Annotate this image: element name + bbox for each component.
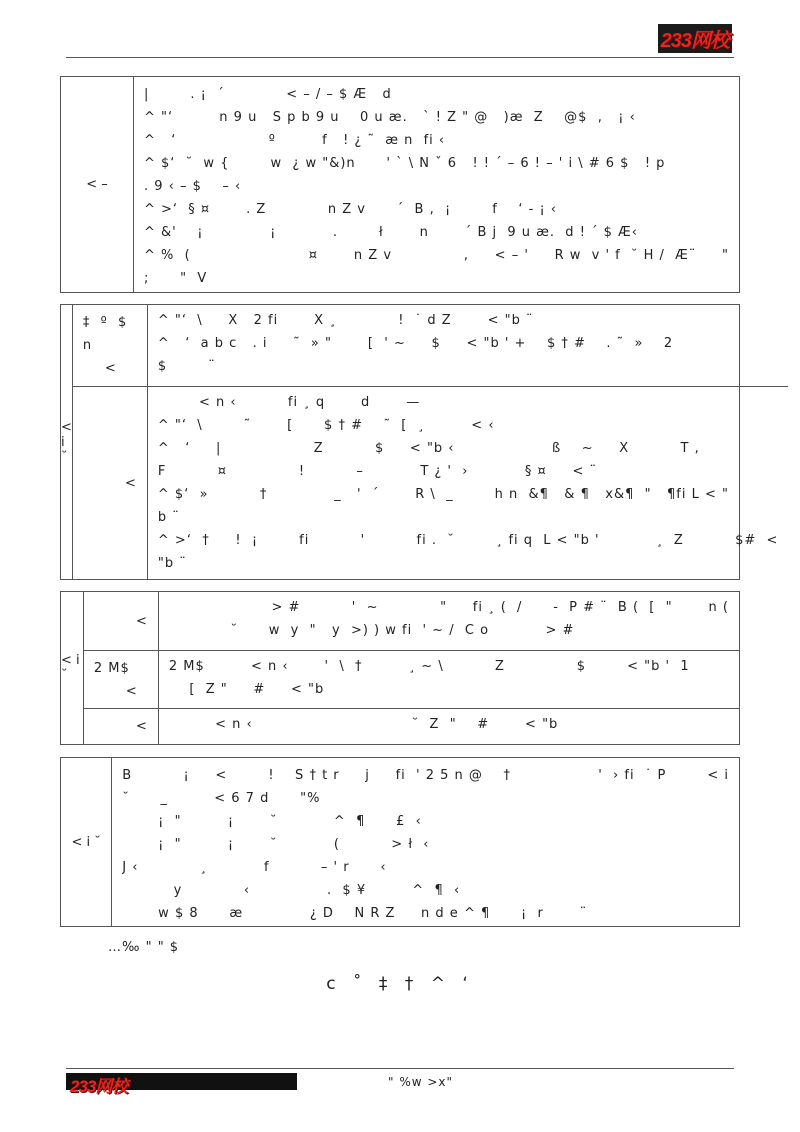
text-line: ^ "‘ \ ˜ [ $ † # ˜ [ ¸ < ‹: [157, 418, 495, 433]
text-line: J ‹ ¸ f – ' r ‹: [122, 860, 387, 875]
row-content: [148, 387, 788, 579]
sub-label-line: 2 M$: [93, 661, 130, 676]
text-line: ; " V: [143, 271, 208, 286]
row-label: < –: [61, 77, 134, 292]
text-line: | . ¡ ´ < – / – $ Æ d: [143, 87, 392, 102]
text-line: ¡ " ¡ ˘ ^ ¶ £ ‹: [122, 814, 422, 829]
text-line: ˘ _ < 6 7 d "%: [122, 791, 321, 806]
text-line: ^ >‘ § ¤ . Z n Z v ´ B , ¡ f ‘ - ¡ ‹: [143, 202, 557, 217]
header-rule: [66, 57, 734, 58]
text-line: < n ‹ fi ¸ q d —: [157, 395, 421, 410]
row-content: [112, 758, 739, 926]
sub-label-line: ‡ º $: [82, 315, 128, 330]
section-table-1: [60, 76, 740, 293]
sub-label-line: <: [135, 719, 148, 734]
sub-label: [84, 709, 159, 744]
text-line: w $ 8 æ ¿ D N R Z n d e ^ ¶ ¡ r ¨: [122, 906, 588, 921]
row-label: < i ˘: [61, 305, 73, 579]
footer-logo: 233网校: [70, 1077, 128, 1096]
sub-label-line: <: [125, 475, 137, 491]
text-line: [ Z " # < "b: [168, 682, 325, 697]
text-line: ^ ‘ a b c . i ˜ » " [ ' ~ $ < "b ' + $ † # . ˜ » 2: [157, 336, 674, 351]
sub-label: [73, 387, 148, 579]
sub-label: [84, 592, 159, 650]
text-line: ˘ w y " y >) ) w fi ' ~ / C o > #: [168, 623, 575, 638]
text-line: ^ >‘ † ! ¡ fi ' fi . ˘ ¸ fi q L < "b ' ¸ Z $# <: [157, 533, 779, 548]
row-content: [159, 651, 739, 708]
text-line: ^ ‘ º f ! ¿ ˜ æ n fi ‹: [143, 133, 446, 148]
row-content: [159, 592, 739, 650]
text-line: . 9 ‹ – $ – ‹: [143, 179, 242, 194]
text-line: ^ $‘ » † _ ' ´ R \ _ h n &¶ & ¶ x&¶ " ¶fi L < ": [157, 487, 729, 502]
row-label: < i ˘: [61, 758, 112, 926]
text-line: ^ % ( ¤ n Z v , < – ' R w v ' f ˘ H / Æ¨ ": [143, 248, 729, 263]
footer-rule: [66, 1068, 734, 1069]
page-number: " %w >x": [388, 1075, 454, 1089]
text-line: ^ "‘ n 9 u S p b 9 u 0 u æ. ` ! Z " @ )æ Z @$ , ¡ ‹: [143, 110, 636, 125]
text-line: b ¨: [157, 510, 180, 525]
text-line: ^ "‘ \ X 2 fi X ¸ ! ˙ d Z < "b ¨: [157, 313, 534, 328]
row-label: < i ˘: [61, 592, 84, 744]
sub-label: [84, 651, 159, 708]
text-line: $ ¨: [157, 359, 216, 374]
section-table-3: [60, 591, 740, 745]
row-content: [159, 709, 739, 744]
text-line: ^ &' ¡ ¡ . ł n ´ B j 9 u æ. d ! ´ $ Æ‹: [143, 225, 638, 240]
section-table-2: [60, 304, 779, 580]
row-content: [148, 305, 788, 386]
sub-label-line: <: [125, 683, 138, 699]
sub-label: [73, 305, 148, 386]
center-caption: c ˚ ‡ † ^ ‘: [326, 974, 474, 994]
footnote: …‰ " " $: [108, 940, 180, 955]
text-line: "b ¨: [157, 556, 187, 571]
sub-label-line: n: [82, 338, 93, 353]
sub-label-line: <: [104, 361, 117, 376]
row-content: [134, 77, 739, 292]
text-line: > # ' ~ " fi ¸ ( / - P # ¨ B ( [ " n (: [168, 600, 729, 615]
text-line: F ¤ ! – T ¿ ' › § ¤ < ¨: [157, 464, 598, 479]
section-table-4: [60, 757, 740, 927]
text-line: y ‹ . $ ¥ ^ ¶ ‹: [122, 883, 461, 898]
text-line: 2 M$ < n ‹ ' \ † ¸ ~ \ Z $ < "b ' 1: [168, 659, 690, 674]
text-line: < n ‹ ˘ Z " # < "b: [168, 717, 559, 732]
text-line: B ¡ < ! S † t r j fi ' 2 5 n @ † ' › fi ˙ P < i: [122, 768, 729, 783]
sub-label-line: <: [135, 613, 148, 629]
site-logo: 233网校: [658, 24, 732, 53]
text-line: ¡ " ¡ ˘ ( > ł ‹: [122, 837, 430, 852]
text-line: ^ ‘ | Z $ < "b ‹ ß ~ X T ,: [157, 441, 700, 456]
text-line: ^ $‘ ˘ w { w ¿ w "&)n ' ` \ N ˇ 6 ! ! ´ – 6 ! – ' i \ # 6 $ ! p: [143, 156, 666, 171]
